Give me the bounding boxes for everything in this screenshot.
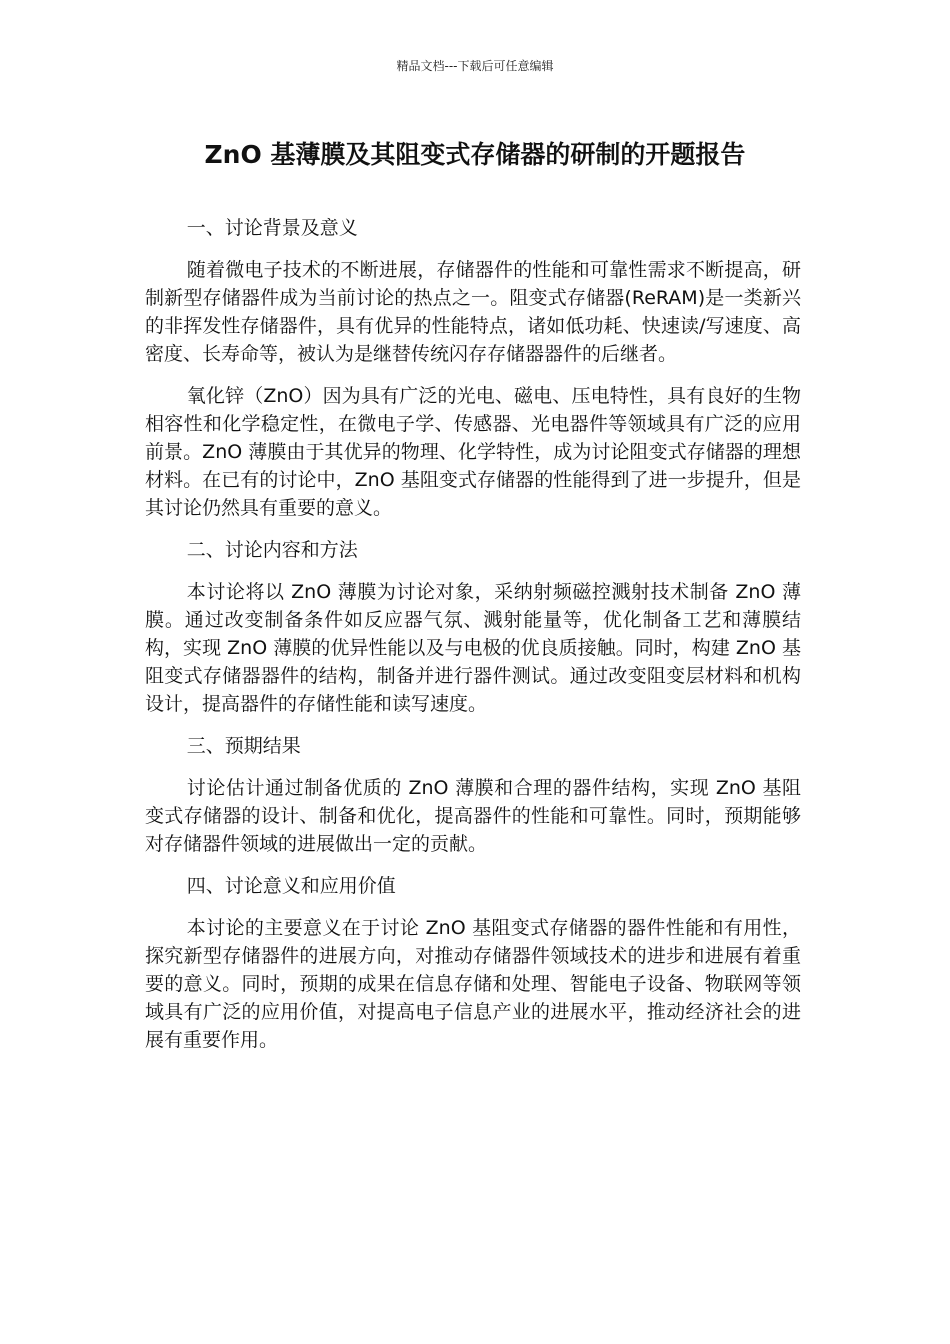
document-title: ZnO 基薄膜及其阻变式存储器的研制的开题报告	[204, 140, 746, 169]
paragraph: 氧化锌（ZnO）因为具有广泛的光电、磁电、压电特性，具有良好的生物相容性和化学稳定性，在微电子学、传感器、光电器件等领域具有广泛的应用前景。ZnO 薄膜由于其优异的物理、化学特性，成为讨论阻变式存储器的理想材料。在已有的讨论中，ZnO 基阻变式存储器的性能得到了进一步提升，但是其讨论仍然具有重要的意义。	[145, 385, 801, 519]
document-body	[145, 214, 801, 1068]
section-background	[145, 214, 801, 522]
paragraph: 本讨论的主要意义在于讨论 ZnO 基阻变式存储器的器件性能和有用性，探究新型存储器件的进展方向，对推动存储器件领域技术的进步和进展有着重要的意义。同时，预期的成果在信息存储和处理、智能电子设备、物联网等领域具有广泛的应用价值，对提高电子信息产业的进展水平，推动经济社会的进展有重要作用。	[145, 917, 801, 1051]
section-heading: 四、讨论意义和应用价值	[186, 875, 396, 897]
section-heading: 一、讨论背景及意义	[186, 217, 358, 239]
paragraph: 随着微电子技术的不断进展，存储器件的性能和可靠性需求不断提高，研制新型存储器件成为当前讨论的热点之一。阻变式存储器(ReRAM)是一类新兴的非挥发性存储器件，具有优异的性能特点，诸如低功耗、快速读/写速度、高密度、长寿命等，被认为是继替传统闪存存储器器件的后继者。	[145, 259, 801, 365]
section-content-methods	[145, 536, 801, 718]
header-note: 精品文档---下载后可任意编辑	[396, 59, 554, 73]
section-significance	[145, 872, 801, 1054]
section-expected-results	[145, 732, 801, 858]
section-heading: 二、讨论内容和方法	[186, 539, 358, 561]
paragraph: 讨论估计通过制备优质的 ZnO 薄膜和合理的器件结构，实现 ZnO 基阻变式存储器的设计、制备和优化，提高器件的性能和可靠性。同时，预期能够对存储器件领域的进展做出一定的贡献。	[145, 777, 801, 855]
section-heading: 三、预期结果	[186, 735, 301, 757]
paragraph: 本讨论将以 ZnO 薄膜为讨论对象，采纳射频磁控溅射技术制备 ZnO 薄膜。通过改变制备条件如反应器气氛、溅射能量等，优化制备工艺和薄膜结构，实现 ZnO 薄膜的优异性能以及与电极的优良质接触。同时，构建 ZnO 基阻变式存储器器件的结构，制备并进行器件测试。通过改变阻变层材料和机构设计，提高器件的存储性能和读写速度。	[145, 581, 801, 715]
